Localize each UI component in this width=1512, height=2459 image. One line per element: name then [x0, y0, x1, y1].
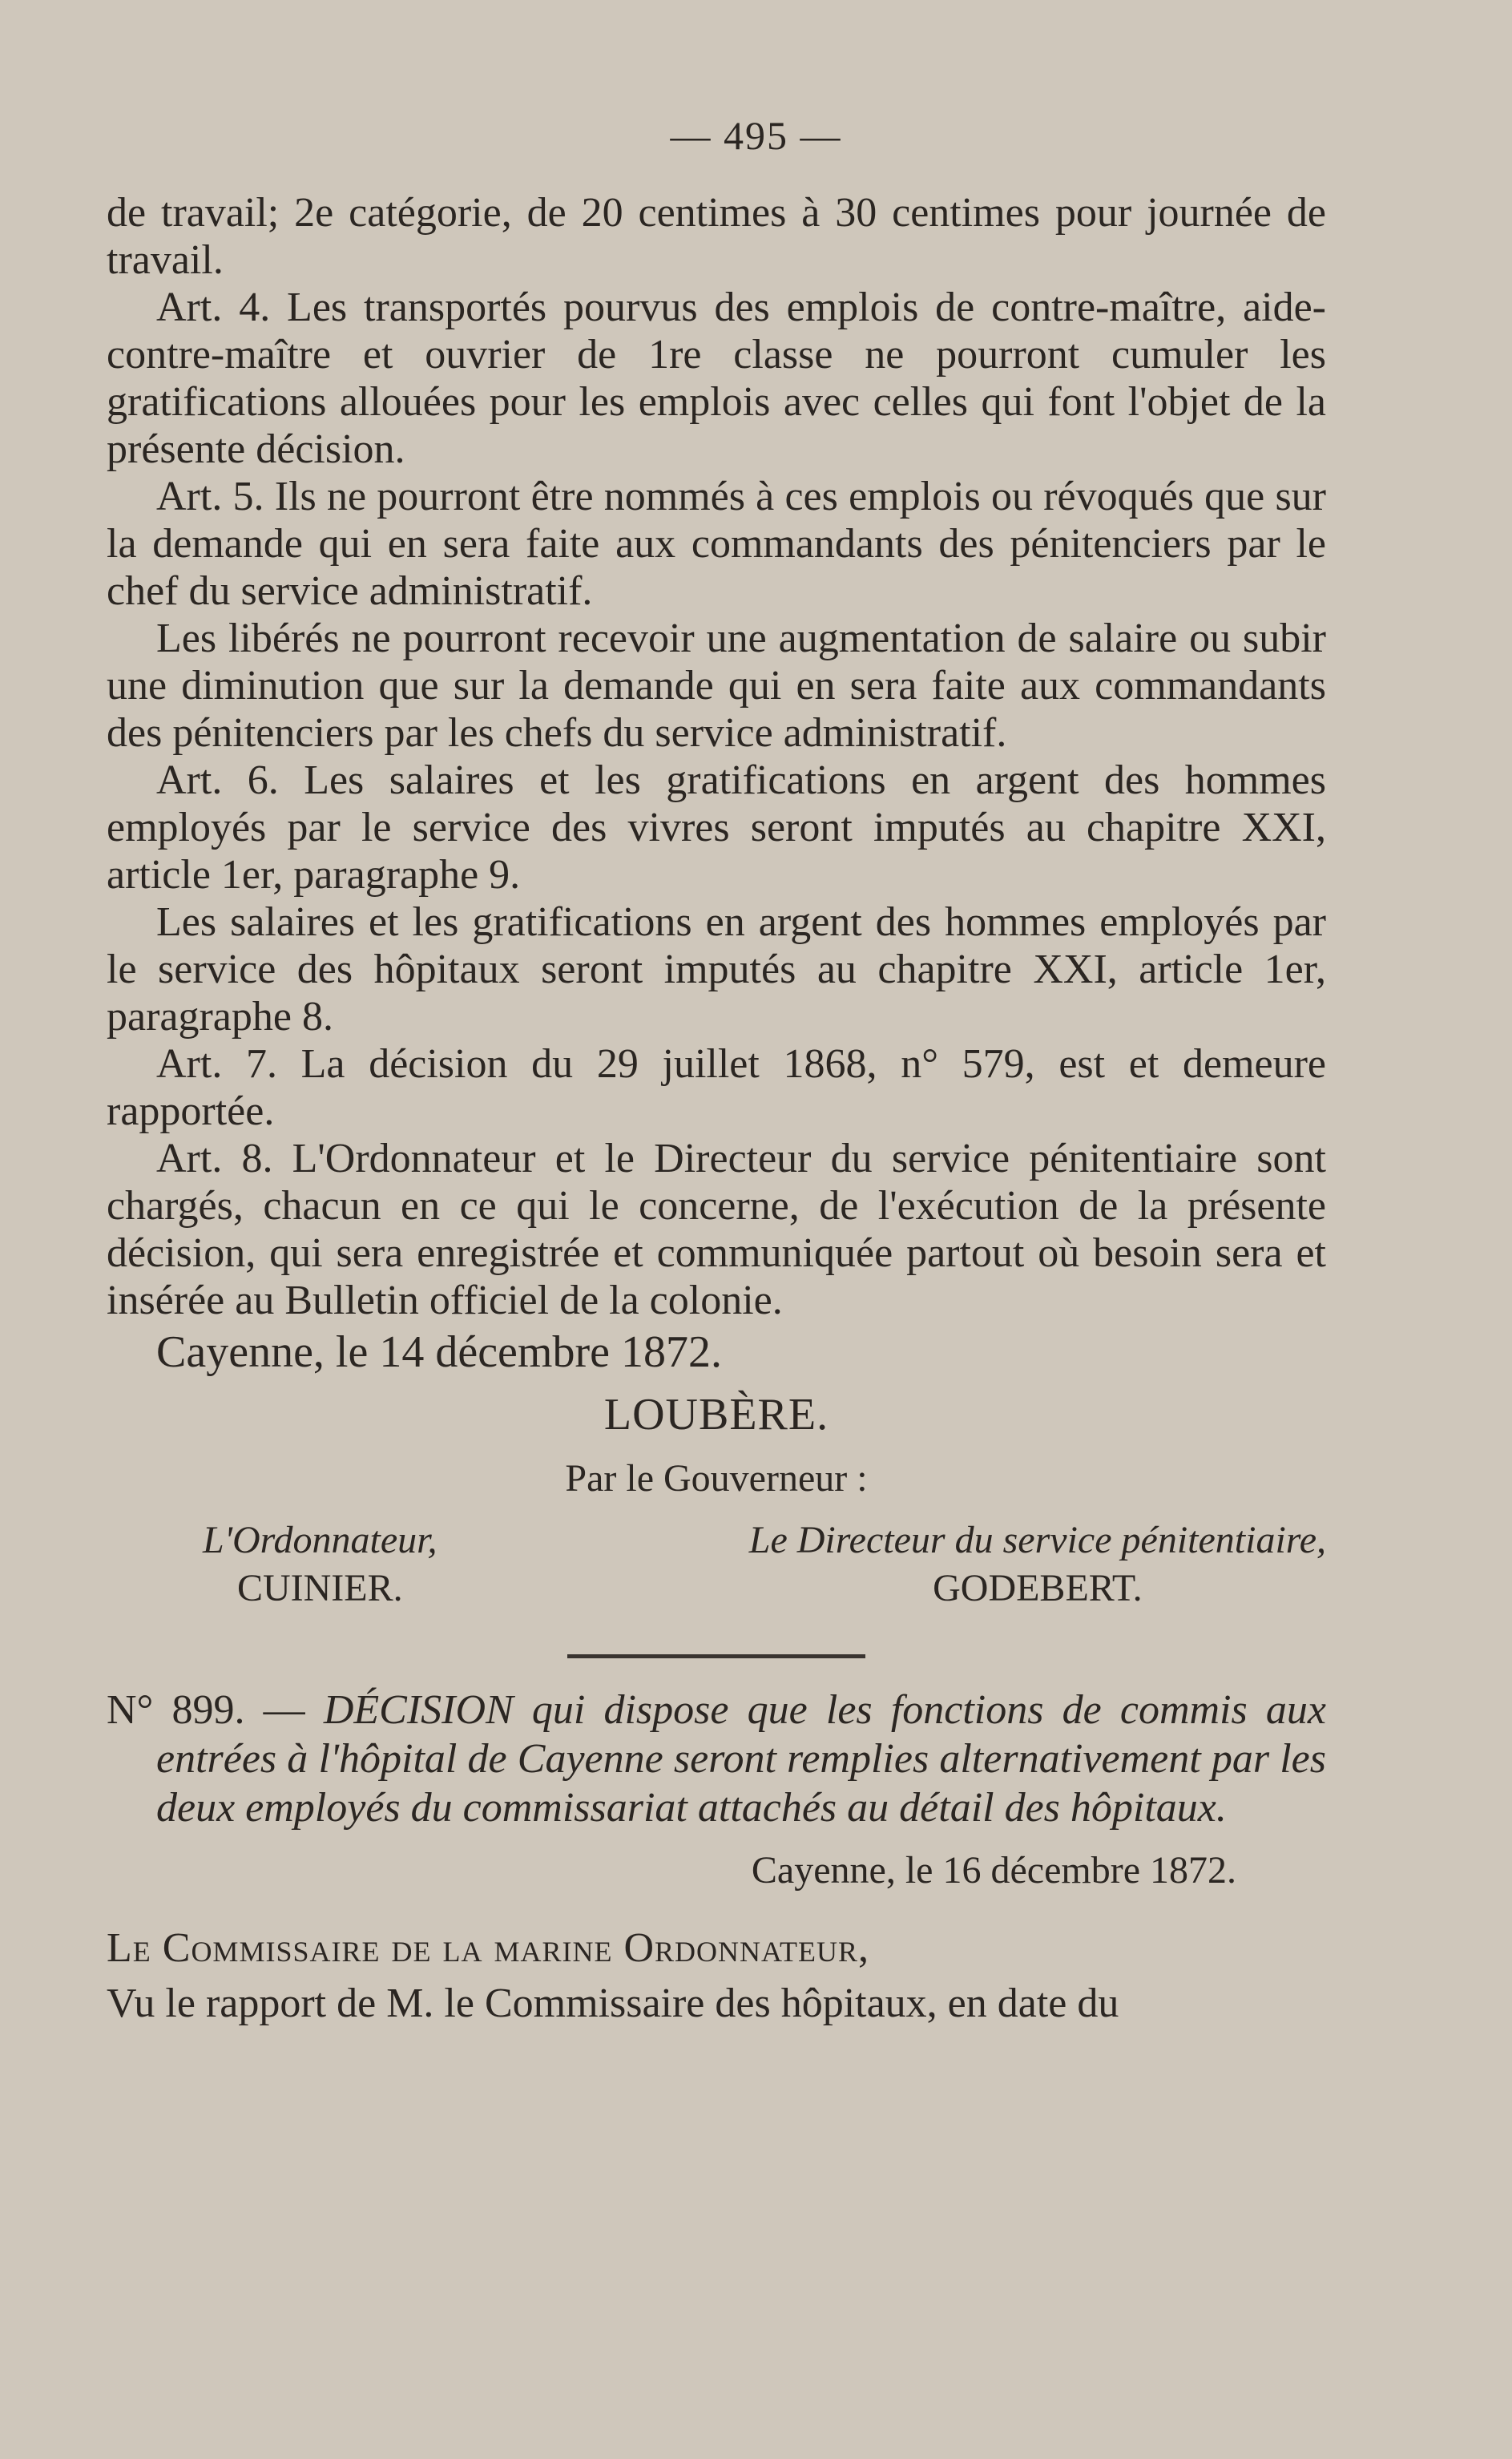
page-number: — 495 —	[670, 113, 842, 158]
directeur-title: Le Directeur du service pénitentiaire,	[748, 1519, 1326, 1561]
paragraph-1: de travail; 2e catégorie, de 20 centimes à 30 centimes pour journée de travail.	[107, 190, 1326, 283]
paragraph-article-7: Art. 7. La décision du 29 juillet 1868, n° 579, est et demeure rapportée.	[107, 1041, 1326, 1134]
ordonnateur-title: L'Ordonnateur,	[203, 1519, 437, 1561]
ordonnateur-name: CUINIER.	[236, 1567, 403, 1609]
signatories	[107, 1516, 1326, 1613]
document-body	[107, 189, 1326, 2027]
decision-number: N° 899. —	[107, 1687, 324, 1733]
paragraph-article-6: Art. 6. Les salaires et les gratifications en argent des hommes employés par le service des vivres seront imputés au chapitre XXI, article 1er, paragraphe 9.	[107, 757, 1326, 898]
paragraph-article-4: Art. 4. Les transportés pourvus des emplois de contre-maître, aide-contre-maître et ouvrier de 1re classe ne pourront cumuler les gratifications allouées pour les emplois avec celles qui font l'objet de la présente décision.	[107, 285, 1326, 472]
paragraph-liberes: Les libérés ne pourront recevoir une augmentation de salaire ou subir une diminution que sur la demande qui en sera faite aux commandants des pénitenciers par les chefs du service administratif.	[107, 616, 1326, 756]
date-line: Cayenne, le 14 décembre 1872.	[156, 1327, 722, 1377]
paragraph-article-8: Art. 8. L'Ordonnateur et le Directeur du service pénitentiaire sont chargés, chacun en ce qui le concerne, de l'exécution de la présente décision, qui sera enregistrée et communiquée partout où besoin sera et insérée au Bulletin officiel de la colonie.	[107, 1136, 1326, 1323]
par-le-gouverneur: Par le Gouverneur :	[565, 1457, 868, 1500]
signatory-directeur	[749, 1516, 1326, 1613]
last-line: Vu le rapport de M. le Commissaire des hôpitaux, en date du	[107, 1981, 1119, 2026]
section-divider	[567, 1654, 865, 1658]
decision-heading: Le Commissaire de la marine Ordonnateur,	[107, 1925, 870, 1971]
decision-date: Cayenne, le 16 décembre 1872.	[751, 1849, 1236, 1892]
decision-text: DÉCISION qui dispose que les fonctions de commis aux entrées à l'hôpital de Cayenne seront remplies alternativement par les deux employés du commissariat attachés au détail des hôpitaux.	[156, 1687, 1326, 1831]
paragraph-hopitaux: Les salaires et les gratifications en argent des hommes employés par le service des hôpitaux seront imputés au chapitre XXI, article 1er, paragraphe 8.	[107, 899, 1326, 1040]
governor-signature: LOUBÈRE.	[603, 1390, 829, 1439]
paragraph-article-5: Art. 5. Ils ne pourront être nommés à ces emplois ou révoqués que sur la demande qui en sera faite aux commandants des pénitenciers par le chef du service administratif.	[107, 474, 1326, 614]
decision-title	[107, 1686, 1326, 1832]
directeur-name: GODEBERT.	[933, 1567, 1143, 1609]
signatory-ordonnateur	[203, 1516, 437, 1613]
